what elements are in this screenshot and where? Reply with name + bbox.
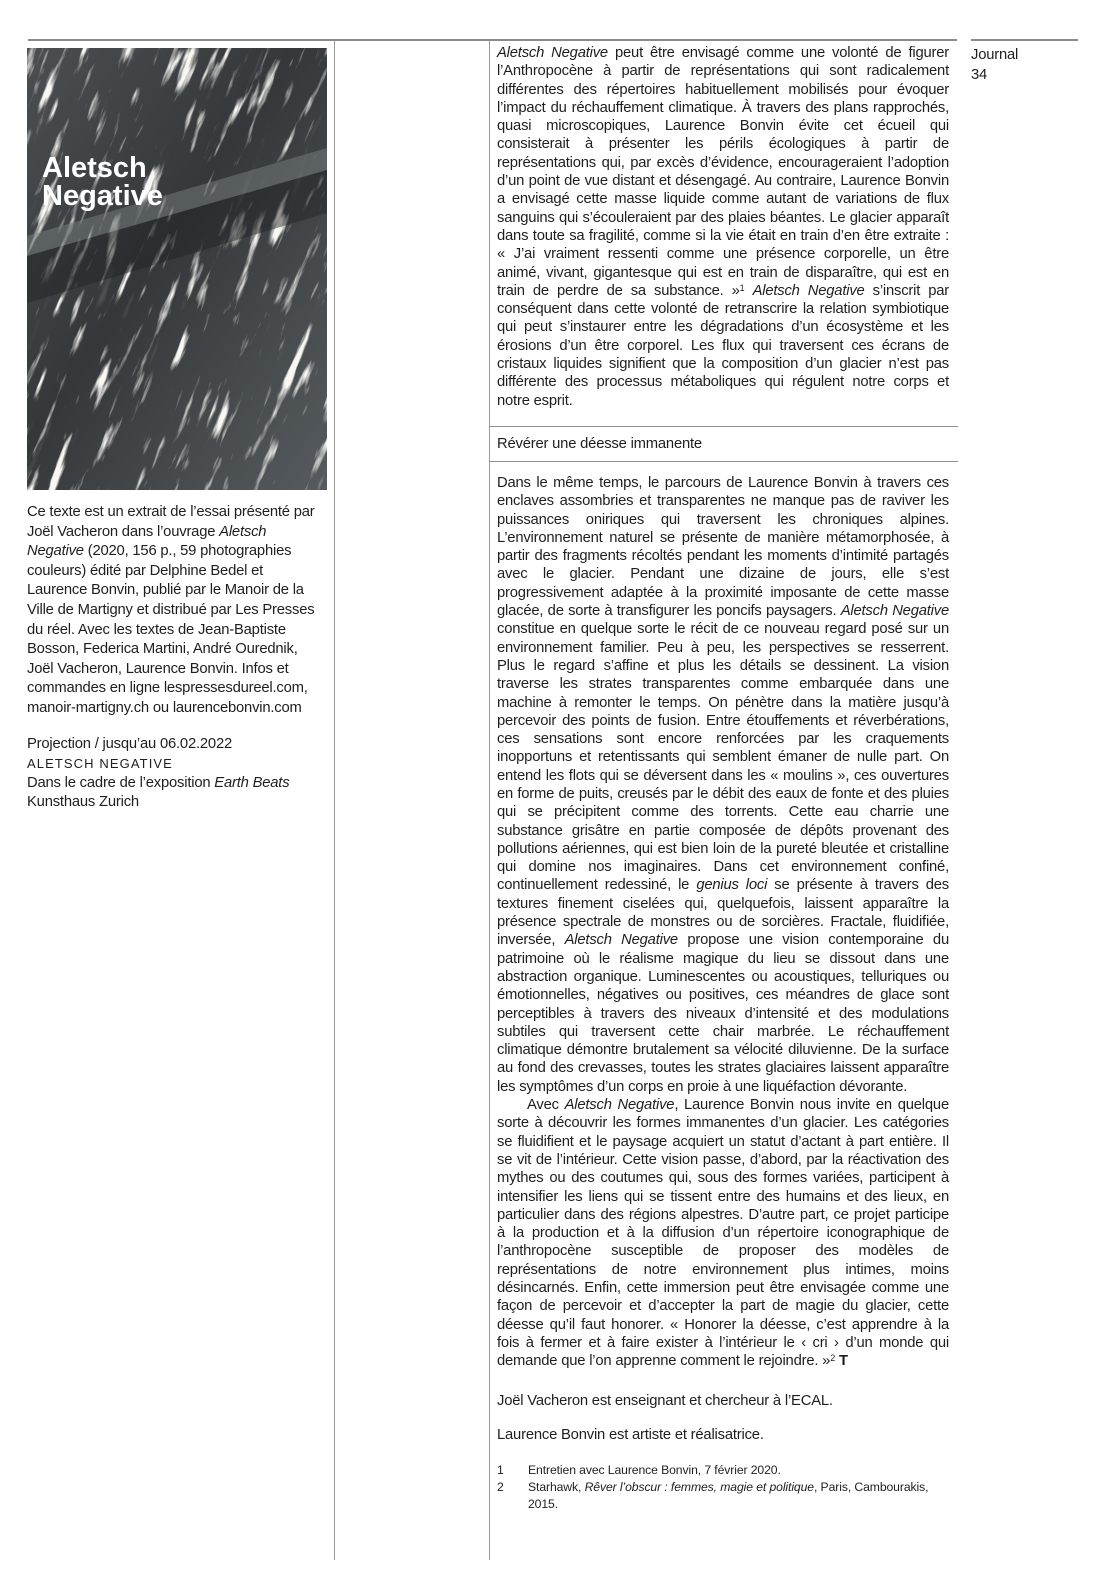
footnote-2-number: 2 (497, 1480, 504, 1495)
section-heading-band (489, 426, 958, 462)
footnote-1-number: 1 (497, 1463, 504, 1478)
article-paragraph-2: Dans le même temps, le parcours de Laurence Bonvin à travers ces enclaves assombries et transparentes ne manque pas de raviver les puissances oniriques qui traversent les chroniques alpines. L’environnement naturel se présente de manière métamorphosée, à partir des fragments récoltés pendant les moments d’intimité partagés avec le glacier. Pendant une dizaine de jours, elle s’est progressivement adaptée à la proximité imposante de cette masse glacée, de sorte à transfigurer les poncifs paysagers. Aletsch Negative constitue en quelque sorte le récit de ce nouveau regard posé sur un environnement familier. Peu à peu, les perspectives se resserrent. Plus le regard s’affine et plus les détails se dessinent. La vision traverse les strates transparentes comme embarquée dans une machine à remonter le temps. On pénètre dans la matière jusqu’à percevoir des points de fusion. Entre étouffements et réverbérations, ces sensations sont encore renforcées par les craquements inopportuns et retentissants qui semblent émaner de nulle part. On entend les flots qui se déversent dans les « moulins », ces ouvertures en forme de puits, creusés par le débit des eaux de fonte et des pluies qui se précipitent comme des torrents. Cette eau charrie une substance grisâtre en partie composée de dépôts provenant des pollutions aériennes, qui est bien loin de la pureté bleutée et cristalline qui domine nos imaginaires. Dans cet environnement confiné, continuellement redessiné, le genius loci se présente à travers des textures finement ciselées qui, quelquefois, laissent apparaître la présence spectrale de monstres ou de sorcières. Fractale, fluidifiée, inversée, Aletsch Negative propose une vision contemporaine du patrimoine où le réalisme magique du lieu se dissout dans une abstraction organique. Luminescentes ou acoustiques, telluriques ou émotionnelles, négatives ou positives, ces méandres de glace sont perceptibles à travers des niveaux d’intensité et des modulations subtiles qui traversent cette chair marbrée. Le réchauffement climatique démontre brutalement sa vélocité diluvienne. De la surface au fond des crevasses, toutes les strates glaciaires laissent apparaître les symptômes d’un corps en proie à une liquéfaction dévorante. (497, 474, 950, 1095)
glacier-texture (27, 48, 327, 490)
section-heading: Révérer une déesse immanente (497, 435, 702, 452)
issue-number: 34 (971, 66, 988, 83)
journal-name: Journal (971, 47, 1019, 63)
event-venue: Kunsthaus Zurich (27, 794, 139, 811)
cover-caption: Ce texte est un extrait de l’essai présenté par Joël Vacheron dans l’ouvrage Aletsch Negative (2020, 156 p., 59 photographies couleurs) édité par Delphine Bedel et Laurence Bonvin, publié par le Manoir de la Ville de Martigny et distribué par Les Presses du réel. Avec les textes de Jean-Baptiste Bosson, Federica Martini, André Ourednik, Joël Vacheron, Laurence Bonvin. Infos et commandes en ligne lespressesdureel.com, manoir-martigny.ch ou laurencebonvin.com (27, 504, 315, 716)
footnotes (497, 1462, 942, 1513)
author-bio-1: Joël Vacheron est enseignant et chercheur à l’ECAL. (497, 1393, 833, 1410)
masthead (971, 39, 1078, 85)
column-rule-left (334, 41, 335, 1560)
footnote-1-text: Entretien avec Laurence Bonvin, 7 février 2020. (528, 1463, 781, 1478)
footnote-1 (497, 1462, 942, 1479)
cover-title-line1: Aletsch (42, 152, 147, 184)
event-block (27, 735, 325, 813)
article-paragraph-1: Aletsch Negative peut être envisagé comme une volonté de figurer l’Anthropocène à partir de représentations qui sont radicalement différentes des répertoires habituellement mobilisés pour évoquer l’impact du réchauffement climatique. À travers des plans rapprochés, quasi microscopiques, Laurence Bonvin évite cet écueil qui consisterait à présenter les périls écologiques à partir de représentations qui, par excès d’évidence, encourageraient l’adoption d’un point de vue distant et désengagé. Au contraire, Laurence Bonvin a envisagé cette masse liquide comme autant de variations de flux sanguins qui s’écouleraient par des plaies béantes. Le glacier apparaît dans toute sa fragilité, comme si la vie était en train d’en être extraite : « J’ai vraiment ressenti comme une présence corporelle, un être animé, vivant, gigantesque qui est en train de disparaître, qui est en train de perdre de sa substance. »$^1$ Aletsch Negative s’inscrit par conséquent dans cette volonté de retranscrire la relation symbiotique qui peut s’instaurer entre les dégradations d’un écosystème et les érosions d’un être corporel. Les flux qui traversent ces écrans de cristaux liquides signifient que la composition d’un glacier n’est pas différente des processus métaboliques qui régulent notre corps et notre esprit. (497, 45, 949, 409)
event-exhibition: Dans le cadre de l’exposition Earth Beats (27, 774, 290, 791)
article-column (489, 39, 958, 1513)
footnote-2-text: Starhawk, Rêver l’obscur : femmes, magie et politique, Paris, Cambourakis, 2015. (528, 1480, 929, 1512)
event-projection: Projection / jusqu’au 06.02.2022 (27, 735, 233, 752)
left-column (27, 503, 325, 813)
article-paragraph-3: Avec Aletsch Negative, Laurence Bonvin nous invite en quelque sorte à découvrir les formes immanentes d’un glacier. Les catégories se fluidifient et le paysage acquiert un statut d’actant à part entière. Il se vit de l’intérieur. Cette vision passe, d’abord, par la réactivation des mythes ou des coutumes qui, sous des formes variées, participent à intensifier les liens qui se tissent entre des humains et des lieux, en particulier dans des régions alpestres. D’autre part, ce projet participe à la production et à la diffusion d’un répertoire iconographique de l’anthropocène susceptible de proposer des modèles de représentations de notre environnement plus intimes, moins désincarnés. Enfin, cette immersion peut être envisagée comme une façon de percevoir et d’accepter la part de magie du glacier, cette déesse qu’il faut honorer. « Honorer la déesse, c’est apprendre à la fois à fermer et à faire exister à l’intérieur le ‹ cri › d’un monde qui demande que l’on apprenne comment le rejoindre. »$^2$ T (497, 1097, 949, 1370)
footnote-2 (497, 1479, 942, 1513)
event-title: ALETSCH NEGATIVE (27, 756, 173, 772)
cover-photo (27, 48, 327, 490)
cover-title (42, 154, 163, 210)
author-bio-2: Laurence Bonvin est artiste et réalisatrice. (497, 1426, 764, 1443)
cover-title-line2: Negative (42, 180, 163, 212)
